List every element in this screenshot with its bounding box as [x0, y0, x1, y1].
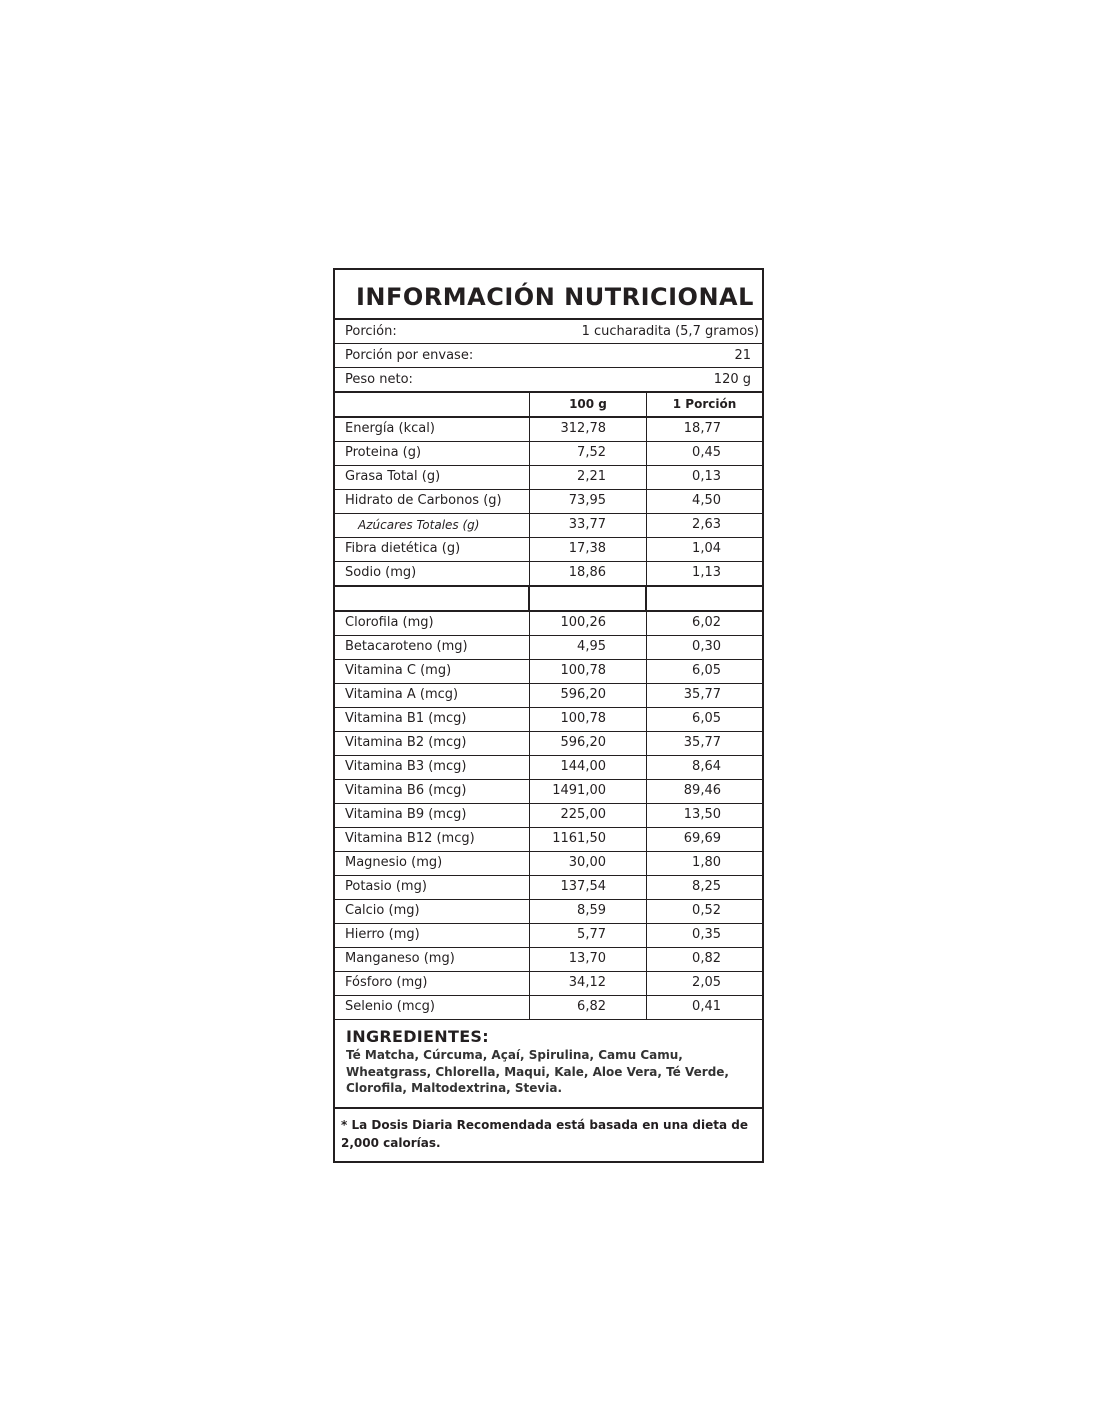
table-row — [335, 780, 762, 804]
table-spacer-row — [335, 587, 762, 612]
value-100g: 33,77 — [530, 514, 647, 537]
spacer-cell — [647, 587, 762, 610]
value-100g: 1491,00 — [530, 780, 647, 803]
column-header-100g: 100 g — [530, 393, 647, 416]
table-row — [335, 900, 762, 924]
header-empty-cell — [335, 393, 530, 416]
info-row-net-weight — [335, 368, 762, 393]
value-serving: 2,63 — [692, 517, 721, 532]
spacer-cell — [335, 587, 530, 610]
value-100g: 137,54 — [530, 876, 647, 899]
table-row — [335, 514, 762, 538]
value-serving: 8,64 — [692, 759, 721, 774]
table-row — [335, 538, 762, 562]
nutrient-name: Azúcares Totales (g) — [335, 514, 530, 537]
info-row-servings-per-container — [335, 344, 762, 368]
ingredients-title: INGREDIENTES: — [346, 1027, 489, 1046]
table-header-row — [335, 393, 762, 418]
ingredients-text: Té Matcha, Cúrcuma, Açaí, Spirulina, Camu Camu, Wheatgrass, Chlorella, Maqui, Kale, Aloe Vera, Té Verde, Clorofila, Maltodextrina, Stevia. — [346, 1048, 729, 1095]
nutrient-name: Selenio (mcg) — [335, 996, 530, 1019]
value-100g: 100,26 — [530, 612, 647, 635]
value-serving: 6,05 — [692, 663, 721, 678]
nutrient-name: Vitamina B1 (mcg) — [335, 708, 530, 731]
table-row — [335, 852, 762, 876]
info-value: 21 — [734, 348, 751, 363]
value-serving: 1,04 — [692, 541, 721, 556]
nutrient-name: Hidrato de Carbonos (g) — [335, 490, 530, 513]
nutrient-name: Betacaroteno (mg) — [335, 636, 530, 659]
ingredients-section — [335, 1019, 762, 1109]
value-100g: 18,86 — [530, 562, 647, 585]
info-label: Porción por envase: — [345, 348, 474, 363]
nutrient-name: Vitamina C (mg) — [335, 660, 530, 683]
table-row — [335, 876, 762, 900]
info-label: Peso neto: — [345, 372, 413, 387]
nutrient-name: Proteina (g) — [335, 442, 530, 465]
nutrient-name: Sodio (mg) — [335, 562, 530, 585]
table-row — [335, 996, 762, 1019]
value-serving: 0,82 — [692, 951, 721, 966]
value-100g: 2,21 — [530, 466, 647, 489]
value-serving: 0,52 — [692, 903, 721, 918]
value-100g: 6,82 — [530, 996, 647, 1019]
value-serving: 13,50 — [683, 807, 721, 822]
value-serving: 6,02 — [692, 615, 721, 630]
nutrient-table — [335, 393, 762, 1019]
spacer-cell — [530, 587, 647, 610]
nutrient-name: Clorofila (mg) — [335, 612, 530, 635]
nutrient-name: Vitamina B2 (mcg) — [335, 732, 530, 755]
nutrient-name: Vitamina B6 (mcg) — [335, 780, 530, 803]
nutrient-name: Vitamina B12 (mcg) — [335, 828, 530, 851]
table-row — [335, 756, 762, 780]
table-row — [335, 562, 762, 587]
nutrient-name: Energía (kcal) — [335, 418, 530, 441]
value-serving: 0,45 — [692, 445, 721, 460]
value-100g: 7,52 — [530, 442, 647, 465]
info-row-serving — [335, 320, 762, 344]
nutrient-name: Potasio (mg) — [335, 876, 530, 899]
value-100g: 5,77 — [530, 924, 647, 947]
table-row — [335, 466, 762, 490]
value-serving: 18,77 — [683, 421, 721, 436]
value-serving: 89,46 — [683, 783, 721, 798]
table-row — [335, 924, 762, 948]
nutrient-name: Hierro (mg) — [335, 924, 530, 947]
table-row — [335, 418, 762, 442]
value-100g: 1161,50 — [530, 828, 647, 851]
table-row — [335, 490, 762, 514]
table-row — [335, 948, 762, 972]
nutrition-label — [333, 268, 764, 1163]
value-100g: 100,78 — [530, 660, 647, 683]
nutrient-name: Vitamina B3 (mcg) — [335, 756, 530, 779]
table-row — [335, 828, 762, 852]
info-value: 120 g — [713, 372, 751, 387]
nutrient-name: Calcio (mg) — [335, 900, 530, 923]
nutrient-name: Fibra dietética (g) — [335, 538, 530, 561]
value-100g: 30,00 — [530, 852, 647, 875]
nutrient-name: Manganeso (mg) — [335, 948, 530, 971]
value-serving: 0,30 — [692, 639, 721, 654]
footnote: * La Dosis Diaria Recomendada está basada en una dieta de 2,000 calorías. — [341, 1118, 748, 1150]
table-row — [335, 612, 762, 636]
value-100g: 17,38 — [530, 538, 647, 561]
value-100g: 13,70 — [530, 948, 647, 971]
value-100g: 225,00 — [530, 804, 647, 827]
value-100g: 73,95 — [530, 490, 647, 513]
table-row — [335, 708, 762, 732]
value-100g: 100,78 — [530, 708, 647, 731]
table-row — [335, 732, 762, 756]
value-serving: 1,13 — [692, 565, 721, 580]
value-serving: 2,05 — [692, 975, 721, 990]
nutrient-name: Fósforo (mg) — [335, 972, 530, 995]
table-row — [335, 442, 762, 466]
label-title: INFORMACIÓN NUTRICIONAL — [335, 270, 762, 320]
value-serving: 0,35 — [692, 927, 721, 942]
value-serving: 4,50 — [692, 493, 721, 508]
column-header-serving: 1 Porción — [672, 397, 737, 411]
value-100g: 34,12 — [530, 972, 647, 995]
table-row — [335, 804, 762, 828]
table-row — [335, 684, 762, 708]
info-value: 1 cucharadita (5,7 gramos) — [581, 324, 759, 339]
table-row — [335, 636, 762, 660]
value-100g: 144,00 — [530, 756, 647, 779]
info-label: Porción: — [345, 324, 397, 339]
value-serving: 35,77 — [683, 735, 721, 750]
table-row — [335, 660, 762, 684]
value-100g: 312,78 — [530, 418, 647, 441]
value-serving: 35,77 — [683, 687, 721, 702]
nutrient-name: Grasa Total (g) — [335, 466, 530, 489]
value-100g: 596,20 — [530, 732, 647, 755]
nutrient-name: Vitamina A (mcg) — [335, 684, 530, 707]
value-serving: 6,05 — [692, 711, 721, 726]
nutrient-name: Vitamina B9 (mcg) — [335, 804, 530, 827]
value-serving: 1,80 — [692, 855, 721, 870]
value-serving: 8,25 — [692, 879, 721, 894]
nutrient-name: Magnesio (mg) — [335, 852, 530, 875]
value-serving: 69,69 — [683, 831, 721, 846]
value-serving: 0,13 — [692, 469, 721, 484]
value-100g: 596,20 — [530, 684, 647, 707]
value-100g: 8,59 — [530, 900, 647, 923]
value-serving: 0,41 — [692, 999, 721, 1014]
table-row — [335, 972, 762, 996]
value-100g: 4,95 — [530, 636, 647, 659]
